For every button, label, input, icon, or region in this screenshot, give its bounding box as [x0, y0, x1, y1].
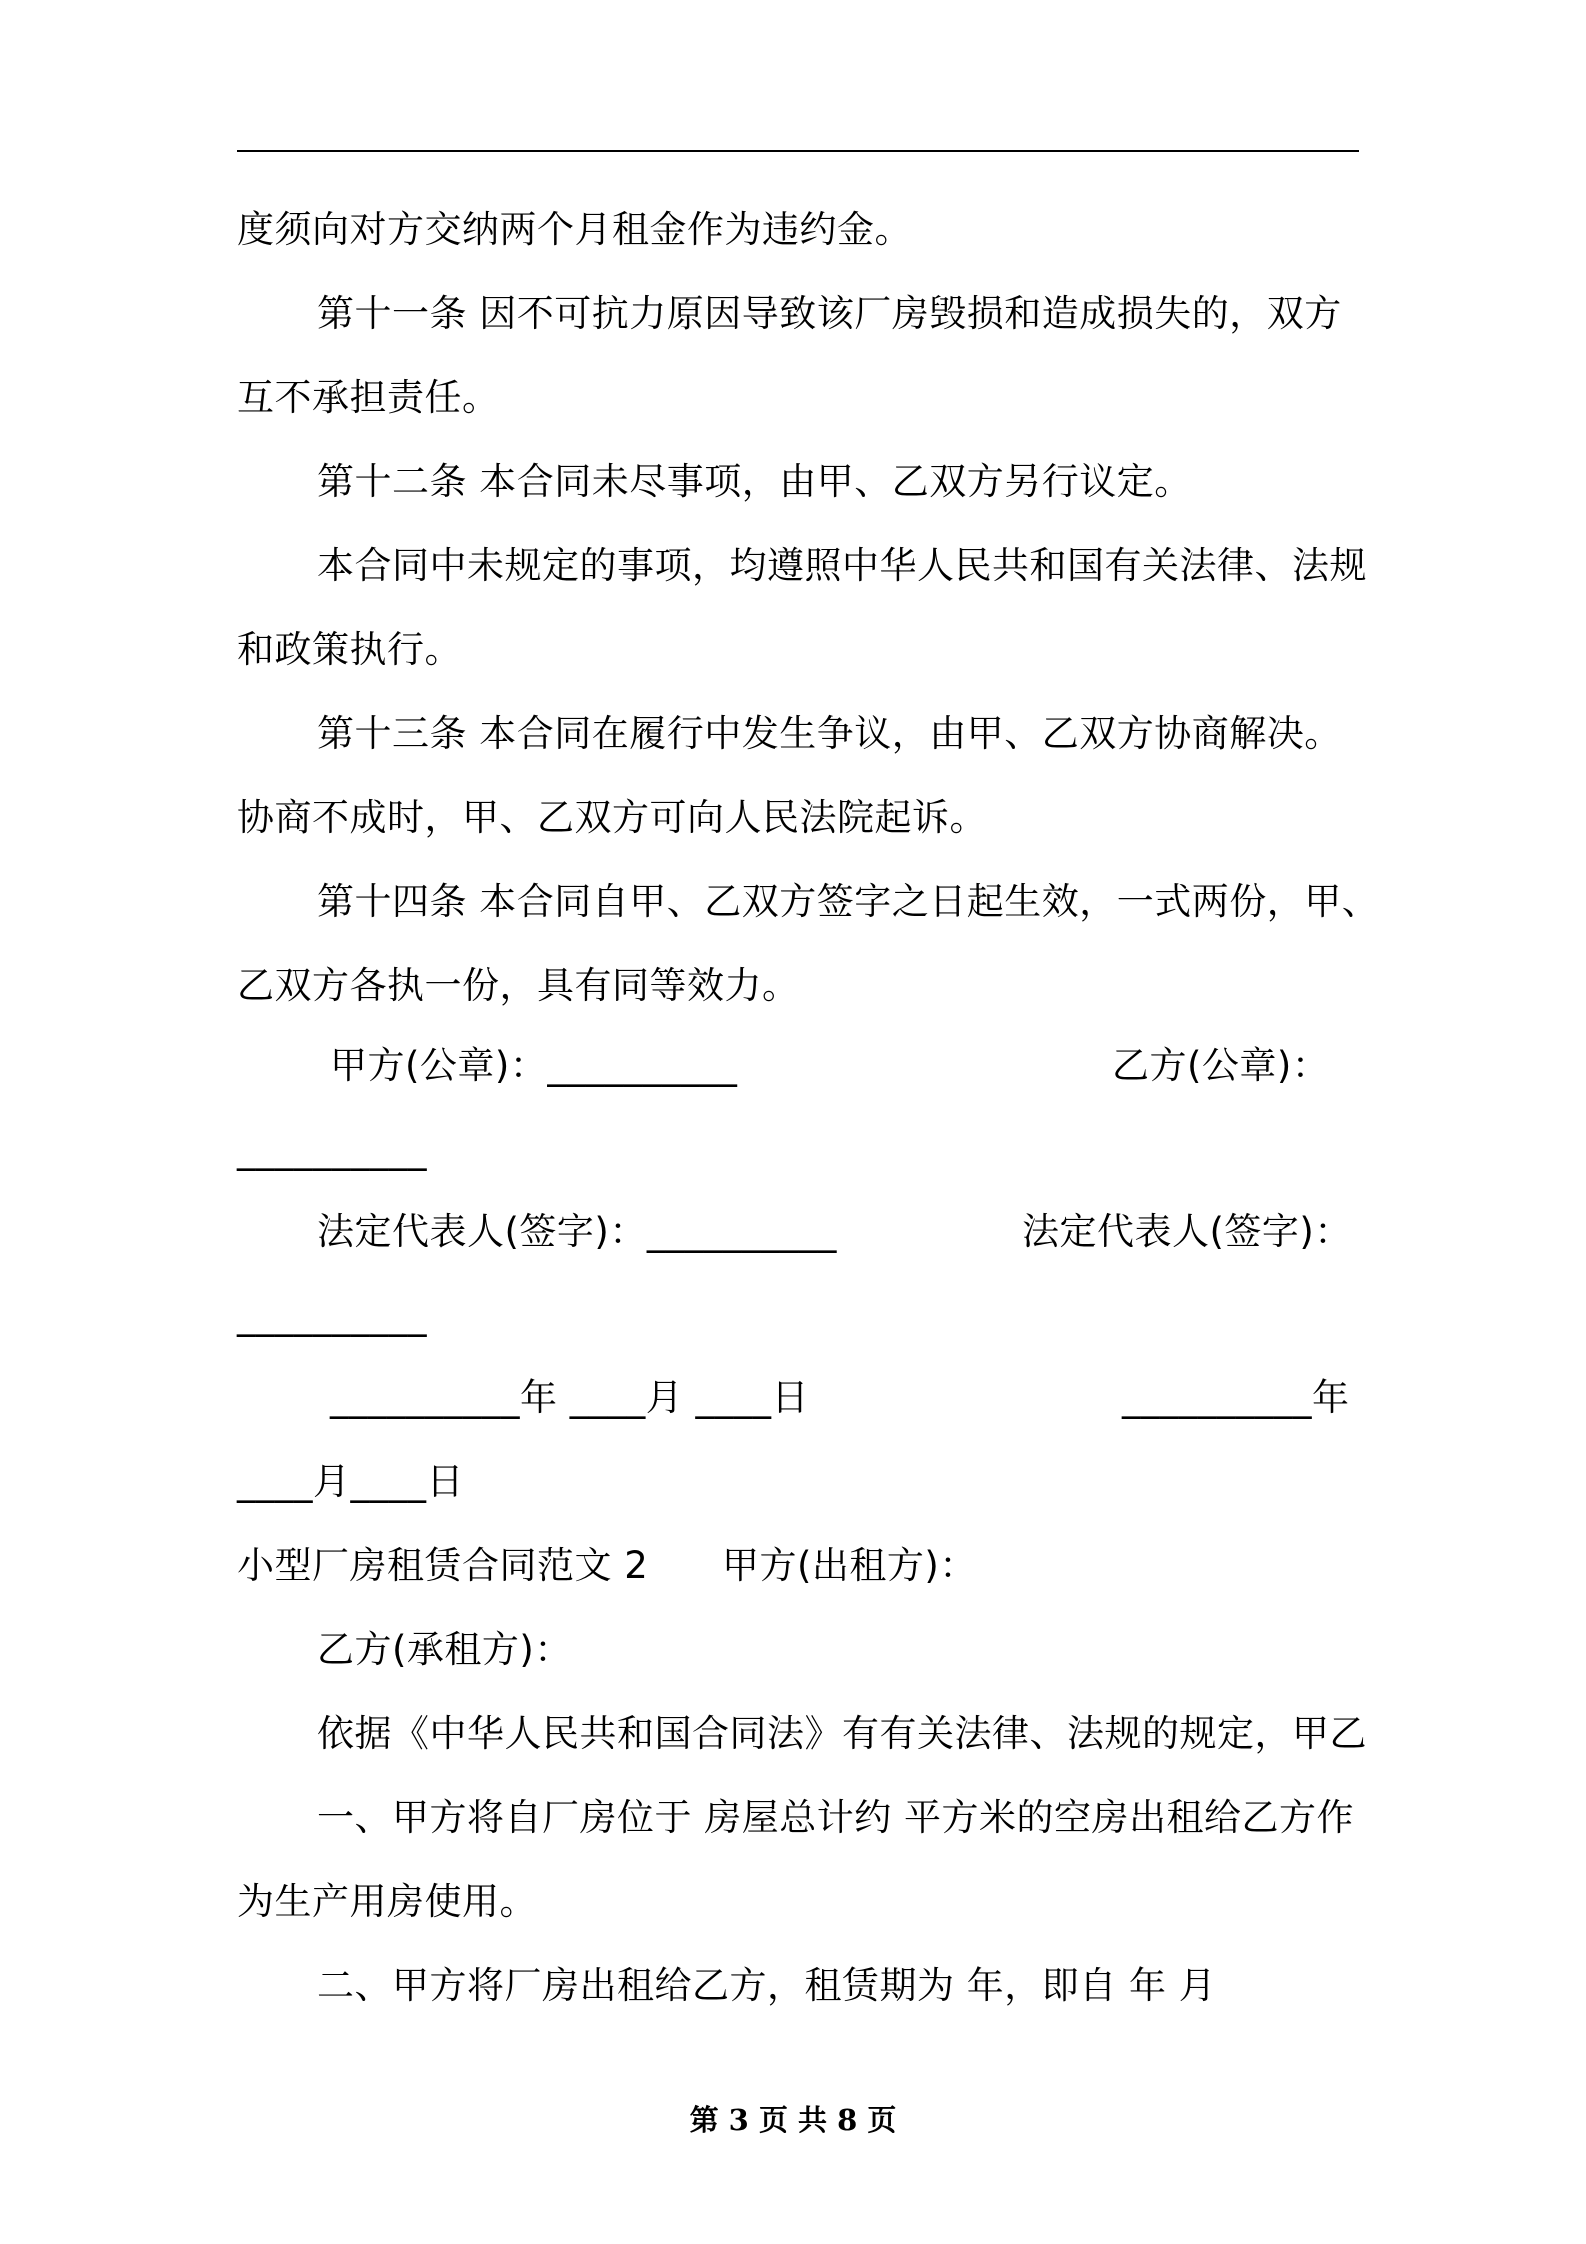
date-a: __________年 ____月 ____日: [330, 1376, 810, 1419]
rep-b: 法定代表人(签字)：: [1022, 1210, 1352, 1253]
clause-1: 一、甲方将自厂房位于 房屋总计约 平方米的空房出租给乙方作: [317, 1796, 1355, 1839]
clause-1-cont: 为生产用房使用。: [237, 1880, 537, 1923]
text-line: 协商不成时，甲、乙双方可向人民法院起诉。: [237, 796, 987, 839]
text-line: 互不承担责任。: [237, 376, 500, 419]
party-b-seal: 乙方(公章)：: [1112, 1044, 1330, 1087]
date-b-cont: ____月____日: [237, 1460, 464, 1503]
party-b-lessee: 乙方(承租方)：: [317, 1628, 572, 1671]
text-line: 度须向对方交纳两个月租金作为违约金。: [237, 208, 912, 251]
article-11: 第十一条 因不可抗力原因导致该厂房毁损和造成损失的，双方: [317, 292, 1342, 335]
header-rule: [237, 150, 1359, 152]
party-a-seal: 甲方(公章)：__________: [330, 1044, 738, 1087]
date-b: __________年: [1122, 1376, 1350, 1419]
clause-2: 二、甲方将厂房出租给乙方，租赁期为 年，即自 年 月: [317, 1964, 1217, 2007]
party-a-lessor: 甲方(出租方)：: [722, 1544, 977, 1587]
rep-b-blank: __________: [237, 1294, 427, 1337]
text-line: 本合同中未规定的事项，均遵照中华人民共和国有关法律、法规: [317, 544, 1367, 587]
article-13: 第十三条 本合同在履行中发生争议，由甲、乙双方协商解决。: [317, 712, 1342, 755]
rep-a: 法定代表人(签字)：__________: [317, 1210, 837, 1253]
page-footer: 第 3 页 共 8 页: [689, 2103, 897, 2137]
article-14: 第十四条 本合同自甲、乙双方签字之日起生效，一式两份，甲、: [317, 880, 1380, 923]
text-line: 和政策执行。: [237, 628, 462, 671]
section-heading: 小型厂房租赁合同范文 2: [237, 1544, 649, 1587]
text-line: 乙双方各执一份，具有同等效力。: [237, 964, 800, 1007]
basis-line: 依据《中华人民共和国合同法》有有关法律、法规的规定，甲乙: [317, 1712, 1367, 1755]
article-12: 第十二条 本合同未尽事项，由甲、乙双方另行议定。: [317, 460, 1192, 503]
party-b-seal-blank: __________: [237, 1128, 427, 1171]
